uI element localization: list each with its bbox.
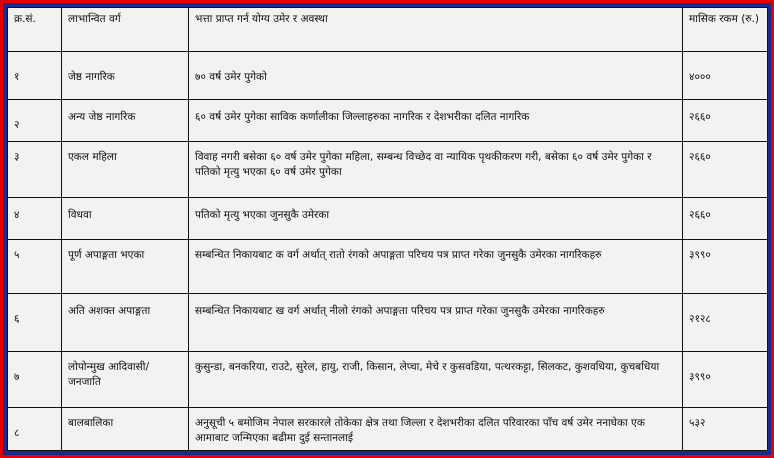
cell-amount: ३९९० — [683, 352, 768, 408]
cell-category: अति अशक्त अपाङ्गता — [62, 294, 189, 352]
cell-serial: २ — [8, 100, 62, 142]
cell-amount: २६६० — [683, 198, 768, 240]
table-row — [8, 100, 768, 142]
cell-eligibility: ७० वर्ष उमेर पुगेको — [189, 52, 683, 100]
cell-amount: २१२८ — [683, 294, 768, 352]
header-category: लाभान्वित वर्ग — [62, 8, 189, 52]
cell-serial: ७ — [8, 352, 62, 408]
cell-eligibility: कुसुन्डा, बनकरिया, राउटे, सुरेल, हायु, राजी, किसान, लेप्चा, मेचे र कुसवडिया, पत्थरकट्टा, सिलकट, कुशवधिया, कुचबधिया — [189, 352, 683, 408]
table-row — [8, 142, 768, 198]
cell-eligibility: विवाह नगरी बसेका ६० वर्ष उमेर पुगेका महिला, सम्बन्ध विच्छेद वा न्यायिक पृथकीकरण गरी, बसेका ६० वर्ष उमेर पुगेका र पतिको मृत्यु भएका ६० वर्ष उमेर पुगेका — [189, 142, 683, 198]
table-header-row — [8, 8, 768, 52]
cell-category: जेष्ठ नागरिक — [62, 52, 189, 100]
cell-eligibility: पतिको मृत्यु भएका जुनसुकै उमेरका — [189, 198, 683, 240]
cell-serial: ८ — [8, 408, 62, 451]
cell-category: विधवा — [62, 198, 189, 240]
table-row — [8, 240, 768, 294]
cell-category: पूर्ण अपाङ्गता भएका — [62, 240, 189, 294]
cell-category: लोपोन्मुख आदिवासी/ जनजाति — [62, 352, 189, 408]
cell-amount: ३९९० — [683, 240, 768, 294]
table-row — [8, 294, 768, 352]
allowance-table — [7, 7, 768, 451]
outer-frame — [3, 3, 771, 455]
cell-eligibility: ६० वर्ष उमेर पुगेका साविक कर्णालीका जिल्लाहरुका नागरिक र देशभरीका दलित नागरिक — [189, 100, 683, 142]
cell-category: एकल महिला — [62, 142, 189, 198]
header-amount: मासिक रकम (रु.) — [683, 8, 768, 52]
cell-category: अन्य जेष्ठ नागरिक — [62, 100, 189, 142]
cell-amount: ५३२ — [683, 408, 768, 451]
cell-serial: ३ — [8, 142, 62, 198]
cell-serial: ४ — [8, 198, 62, 240]
cell-serial: १ — [8, 52, 62, 100]
cell-serial: ६ — [8, 294, 62, 352]
header-serial: क्र.सं. — [8, 8, 62, 52]
cell-amount: ४००० — [683, 52, 768, 100]
table-container — [7, 7, 767, 451]
cell-eligibility: सम्बन्धित निकायबाट क वर्ग अर्थात् रातो रंगको अपाङ्गता परिचय पत्र प्राप्त गरेका जुनसुकै उमेरका नागरिकहरु — [189, 240, 683, 294]
table-row — [8, 352, 768, 408]
table-row — [8, 408, 768, 451]
cell-eligibility: सम्बन्धित निकायबाट ख वर्ग अर्थात् नीलो रंगको अपाङ्गता परिचय पत्र प्राप्त गरेका जुनसुकै उमेरका नागरिकहरु — [189, 294, 683, 352]
cell-category: बालबालिका — [62, 408, 189, 451]
cell-amount: २६६० — [683, 142, 768, 198]
cell-serial: ५ — [8, 240, 62, 294]
cell-eligibility: अनुसूची ५ बमोजिम नेपाल सरकारले तोकेका क्षेत्र तथा जिल्ला र देशभरीका दलित परिवारका पाँच वर्ष उमेर ननाघेका एक आमाबाट जन्मिएका बढीमा दुई सन्तानलाई — [189, 408, 683, 451]
cell-amount: २६६० — [683, 100, 768, 142]
table-row — [8, 198, 768, 240]
header-eligibility: भत्ता प्राप्त गर्न योग्य उमेर र अवस्था — [189, 8, 683, 52]
table-row — [8, 52, 768, 100]
